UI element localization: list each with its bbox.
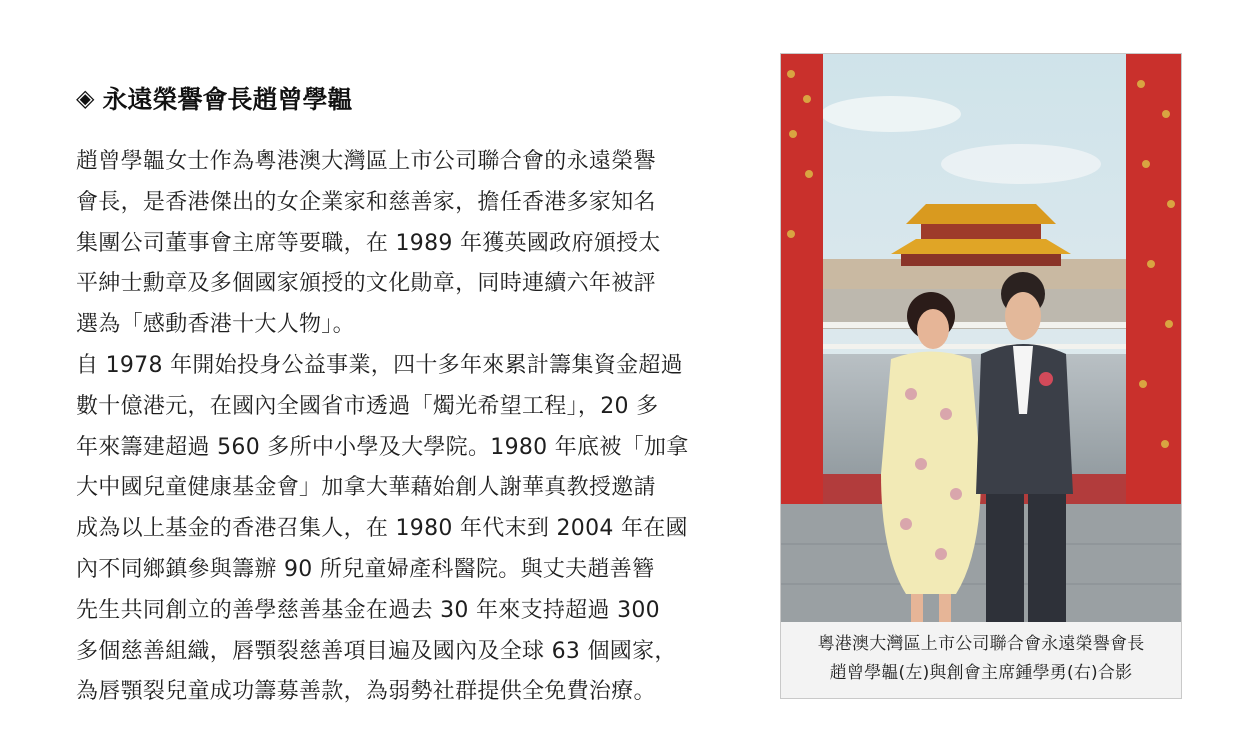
section-heading xyxy=(76,78,716,118)
photo-figure xyxy=(780,53,1182,699)
diamond-outline-icon: ◈ xyxy=(76,84,95,112)
body-line: 平紳士勳章及多個國家頒授的文化勛章，同時連續六年被評 xyxy=(76,271,656,297)
body-line: 數十億港元，在國內全國省市透過「燭光希望工程」，20 多 xyxy=(76,393,659,419)
body-line: 選為「感動香港十大人物」。 xyxy=(76,312,355,338)
section-title: 永遠榮譽會長趙曾學韞 xyxy=(102,85,353,114)
photo-caption xyxy=(781,622,1181,698)
body-line: 自 1978 年開始投身公益事業，四十多年來累計籌集資金超過 xyxy=(76,352,683,378)
article xyxy=(76,78,716,713)
group-photo xyxy=(781,54,1181,622)
body-line: 年來籌建超過 560 多所中小學及大學院。1980 年底被「加拿 xyxy=(76,434,689,460)
body-line: 先生共同創立的善學慈善基金在過去 30 年來支持超過 300 xyxy=(76,597,660,623)
article-body xyxy=(76,142,716,713)
body-line: 成為以上基金的香港召集人，在 1980 年代末到 2004 年在國 xyxy=(76,516,688,542)
body-line: 內不同鄉鎮參與籌辦 90 所兒童婦產科醫院。與丈夫趙善簪 xyxy=(76,556,655,582)
body-line: 多個慈善組織，唇顎裂慈善項目遍及國內及全球 63 個國家， xyxy=(76,638,677,664)
body-line: 集團公司董事會主席等要職，在 1989 年獲英國政府頒授太 xyxy=(76,230,661,256)
caption-line: 粵港澳大灣區上市公司聯合會永遠榮譽會長 xyxy=(817,634,1145,654)
body-line: 會長，是香港傑出的女企業家和慈善家，擔任香港多家知名 xyxy=(76,189,656,215)
body-line: 大中國兒童健康基金會」加拿大華藉始創人謝華真教授邀請 xyxy=(76,475,656,501)
body-line: 為唇顎裂兒童成功籌募善款，為弱勢社群提供全免費治療。 xyxy=(76,679,656,705)
body-line: 趙曾學韞女士作為粵港澳大灣區上市公司聯合會的永遠榮譽 xyxy=(76,149,656,174)
caption-line: 趙曾學韞(左)與創會主席鍾學勇(右)合影 xyxy=(829,663,1133,683)
